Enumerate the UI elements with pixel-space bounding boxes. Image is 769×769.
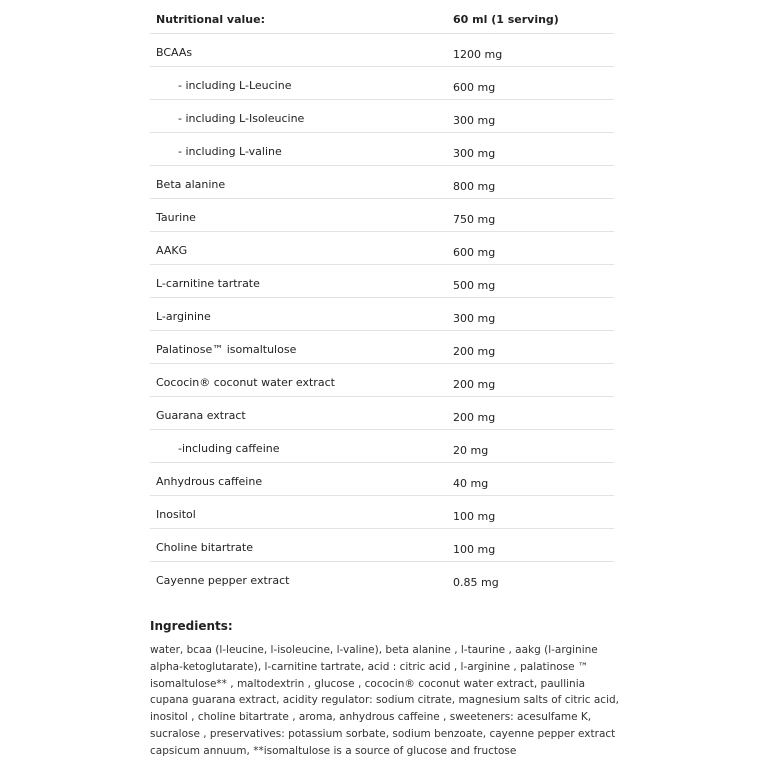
table-row <box>150 100 614 133</box>
nutrient-name: Choline bitartrate <box>150 529 447 562</box>
nutrient-name: - including L-Isoleucine <box>150 100 447 133</box>
nutrient-name: L-carnitine tartrate <box>150 265 447 298</box>
nutrient-value: 600 mg <box>447 67 614 100</box>
table-row <box>150 331 614 364</box>
table-row <box>150 298 614 331</box>
nutrient-name: Guarana extract <box>150 397 447 430</box>
table-row <box>150 529 614 562</box>
header-nutritional-value: Nutritional value: <box>150 0 447 34</box>
nutrient-name: Anhydrous caffeine <box>150 463 447 496</box>
table-row <box>150 67 614 100</box>
nutrient-value: 0.85 mg <box>453 576 499 589</box>
table-row <box>150 34 614 67</box>
header-serving: 60 ml (1 serving) <box>447 0 614 34</box>
ingredients-text: water, bcaa (l-leucine, l-isoleucine, l-valine), beta alanine , l-taurine , aakg (l-arginine alpha-ketoglutarate), l-carnitine tartrate, acid : citric acid , l-arginine , palatinose ™ isomaltulose** , maltodextrin , glucose , cococin® coconut water extract, paullinia cupana guarana extract, acidity regulator: sodium citrate, magnesium salts of citric acid, inositol , choline bitartrate , aroma, anhydrous caffeine , sweeteners: acesulfame K, sucralose , preservatives: potassium sorbate, sodium benzoate, cayenne pepper extract capsicum annuum, **isomaltulose is a source of glucose and fructose <box>150 644 619 757</box>
table-header-row <box>150 0 614 34</box>
nutrient-name: Taurine <box>150 199 447 232</box>
nutrition-table <box>150 0 614 594</box>
nutrient-value: 100 mg <box>447 529 614 562</box>
nutrient-name: -including caffeine <box>150 430 447 463</box>
nutrient-value: 300 mg <box>447 298 614 331</box>
nutrient-value: 600 mg <box>447 232 614 265</box>
nutrient-value: 300 mg <box>447 100 614 133</box>
table-row <box>150 265 614 298</box>
table-row <box>150 364 614 397</box>
table-row <box>150 430 614 463</box>
ingredients-title: Ingredients: <box>150 619 233 633</box>
nutrient-value: 200 mg <box>447 331 614 364</box>
nutrient-value: 200 mg <box>447 397 614 430</box>
nutrition-table-container <box>150 0 614 594</box>
table-row <box>150 496 614 529</box>
nutrient-name: Beta alanine <box>150 166 447 199</box>
nutrient-value: 200 mg <box>447 364 614 397</box>
nutrient-name: Cococin® coconut water extract <box>150 364 447 397</box>
table-row <box>150 463 614 496</box>
nutrient-name: AAKG <box>150 232 447 265</box>
nutrient-value: 20 mg <box>447 430 614 463</box>
nutrient-name: Inositol <box>150 496 447 529</box>
nutrient-name: L-arginine <box>150 298 447 331</box>
nutrient-value: 100 mg <box>447 496 614 529</box>
nutrient-value: 300 mg <box>447 133 614 166</box>
nutrient-name: BCAAs <box>150 34 447 67</box>
nutrient-value: 800 mg <box>447 166 614 199</box>
table-body <box>150 34 614 595</box>
table-row <box>150 166 614 199</box>
nutrient-value: 40 mg <box>447 463 614 496</box>
nutrient-value: 750 mg <box>447 199 614 232</box>
table-row <box>150 397 614 430</box>
table-row <box>150 199 614 232</box>
table-row <box>150 562 614 595</box>
nutrient-name: - including L-valine <box>150 133 447 166</box>
nutrient-value: 500 mg <box>447 265 614 298</box>
nutrient-name: Palatinose™ isomaltulose <box>150 331 447 364</box>
table-row <box>150 133 614 166</box>
table-row <box>150 232 614 265</box>
nutrient-value: 1200 mg <box>447 34 614 67</box>
nutrient-name: - including L-Leucine <box>150 67 447 100</box>
nutrient-name: Cayenne pepper extract <box>156 574 290 587</box>
